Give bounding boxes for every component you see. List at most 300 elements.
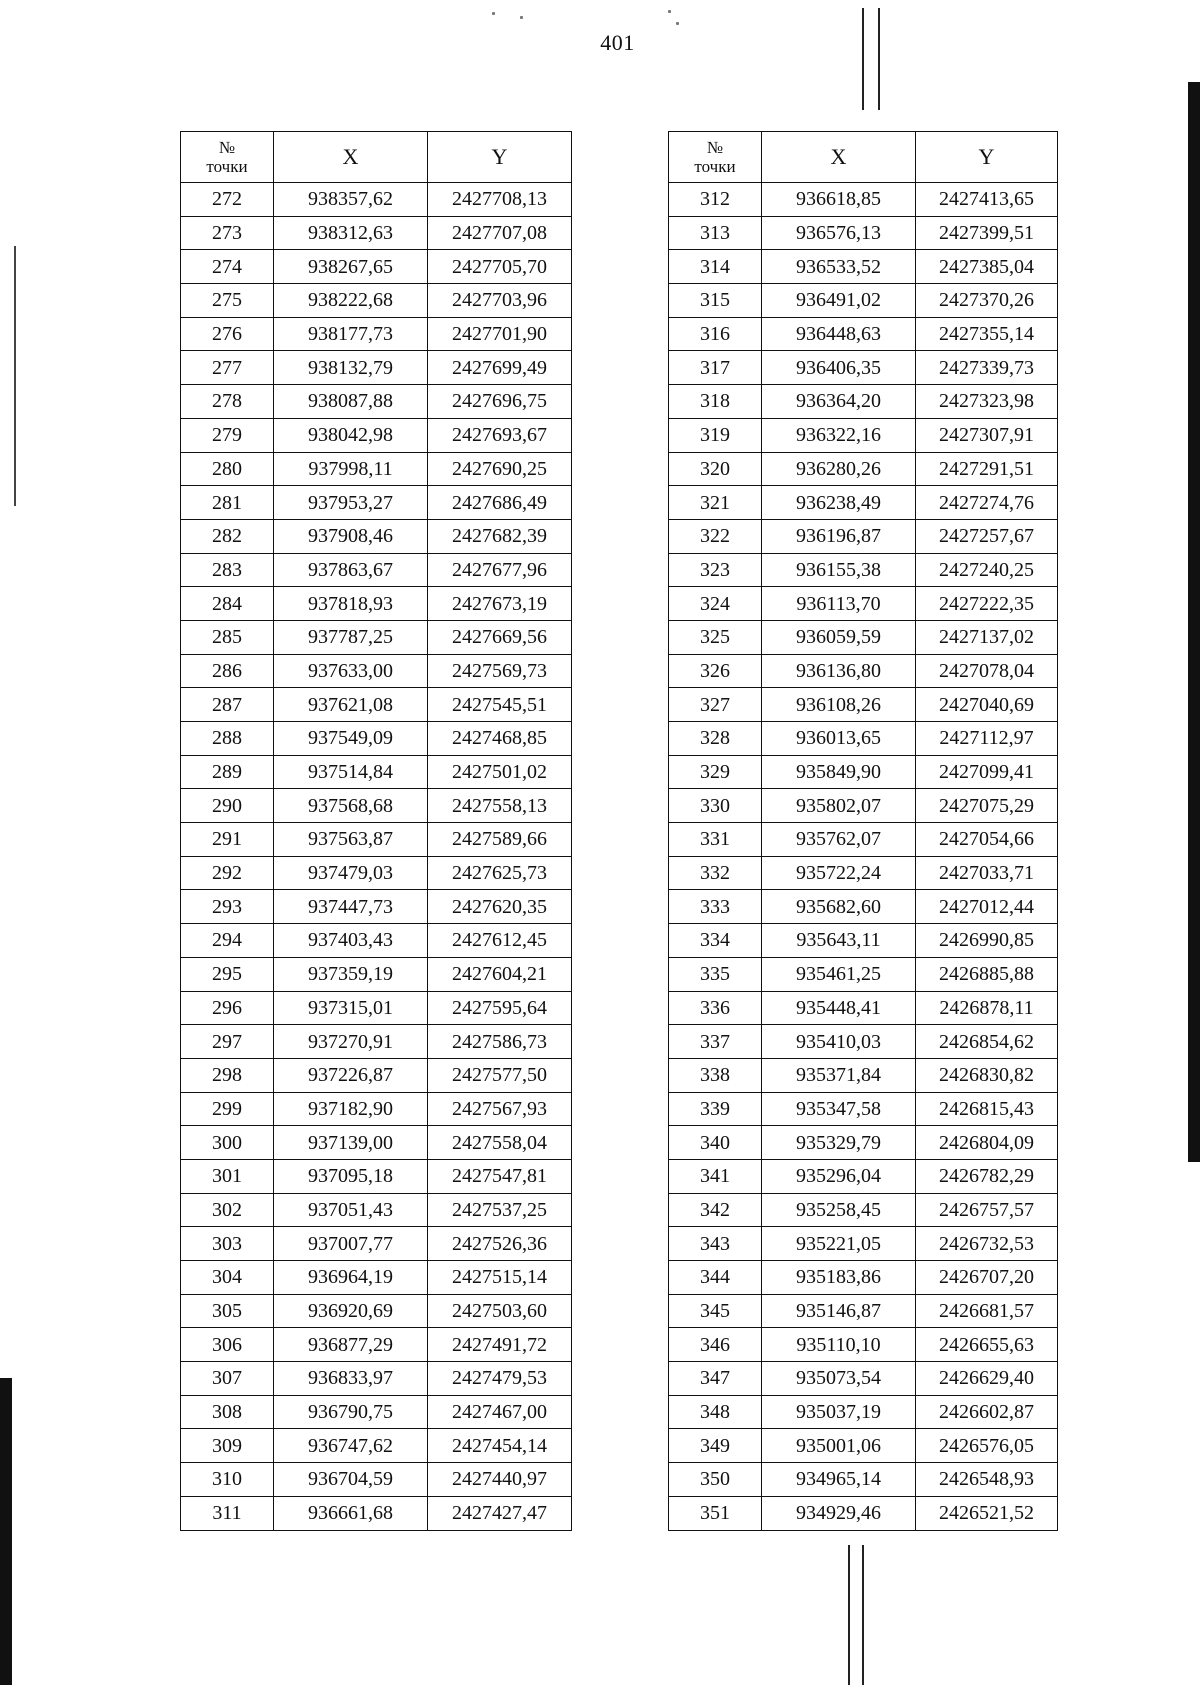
- x-coordinate-cell: 936576,13: [762, 216, 916, 250]
- y-coordinate-cell: 2426830,82: [916, 1058, 1058, 1092]
- table-row: [181, 924, 572, 958]
- x-coordinate-cell: 938357,62: [274, 183, 428, 217]
- table-row: [181, 1328, 572, 1362]
- table-row: [669, 1261, 1058, 1295]
- point-number-cell: 283: [181, 553, 274, 587]
- point-number-cell: 347: [669, 1362, 762, 1396]
- y-coordinate-cell: 2427307,91: [916, 418, 1058, 452]
- x-coordinate-cell: 938312,63: [274, 216, 428, 250]
- point-number-cell: 305: [181, 1294, 274, 1328]
- point-number-cell: 281: [181, 486, 274, 520]
- table-row: [181, 789, 572, 823]
- point-number-cell: 276: [181, 317, 274, 351]
- scan-binding-line: [848, 1545, 850, 1685]
- point-number-cell: 302: [181, 1193, 274, 1227]
- table-row: [181, 890, 572, 924]
- x-coordinate-cell: 936108,26: [762, 688, 916, 722]
- point-number-cell: 328: [669, 722, 762, 756]
- table-row: [669, 587, 1058, 621]
- table-row: [181, 216, 572, 250]
- table-row: [669, 755, 1058, 789]
- table-row: [181, 351, 572, 385]
- point-number-cell: 326: [669, 654, 762, 688]
- scan-speck: [668, 10, 671, 13]
- x-coordinate-cell: 936406,35: [762, 351, 916, 385]
- y-coordinate-cell: 2426548,93: [916, 1463, 1058, 1497]
- x-coordinate-cell: 935722,24: [762, 856, 916, 890]
- point-number-cell: 288: [181, 722, 274, 756]
- point-number-cell: 318: [669, 385, 762, 419]
- x-coordinate-cell: 937315,01: [274, 991, 428, 1025]
- table-row: [181, 183, 572, 217]
- y-coordinate-cell: 2427075,29: [916, 789, 1058, 823]
- x-coordinate-cell: 936704,59: [274, 1463, 428, 1497]
- x-coordinate-cell: 935146,87: [762, 1294, 916, 1328]
- scan-edge-line-left: [14, 246, 16, 506]
- y-coordinate-cell: 2427537,25: [428, 1193, 572, 1227]
- table-row: [181, 385, 572, 419]
- y-coordinate-cell: 2427440,97: [428, 1463, 572, 1497]
- x-coordinate-cell: 937007,77: [274, 1227, 428, 1261]
- y-coordinate-cell: 2427686,49: [428, 486, 572, 520]
- scan-speck: [492, 12, 495, 15]
- x-coordinate-cell: 935329,79: [762, 1126, 916, 1160]
- point-number-cell: 279: [181, 418, 274, 452]
- y-coordinate-cell: 2427099,41: [916, 755, 1058, 789]
- y-coordinate-cell: 2427586,73: [428, 1025, 572, 1059]
- x-coordinate-cell: 938042,98: [274, 418, 428, 452]
- point-number-cell: 327: [669, 688, 762, 722]
- table-row: [669, 620, 1058, 654]
- table-row: [181, 620, 572, 654]
- table-row: [669, 1362, 1058, 1396]
- y-coordinate-cell: 2426732,53: [916, 1227, 1058, 1261]
- table-row: [181, 1227, 572, 1261]
- table-row: [181, 1395, 572, 1429]
- point-number-cell: 300: [181, 1126, 274, 1160]
- point-number-cell: 285: [181, 620, 274, 654]
- y-coordinate-cell: 2427385,04: [916, 250, 1058, 284]
- table-row: [181, 823, 572, 857]
- scan-edge-shadow-left: [0, 1378, 12, 1685]
- point-number-cell: 307: [181, 1362, 274, 1396]
- x-coordinate-cell: 935221,05: [762, 1227, 916, 1261]
- y-coordinate-cell: 2427112,97: [916, 722, 1058, 756]
- point-number-cell: 299: [181, 1092, 274, 1126]
- point-number-cell: 294: [181, 924, 274, 958]
- y-coordinate-cell: 2427413,65: [916, 183, 1058, 217]
- point-number-cell: 350: [669, 1463, 762, 1497]
- y-coordinate-cell: 2427701,90: [428, 317, 572, 351]
- y-coordinate-cell: 2427708,13: [428, 183, 572, 217]
- table-row: [669, 688, 1058, 722]
- scan-binding-line: [862, 1545, 864, 1685]
- y-coordinate-cell: 2426854,62: [916, 1025, 1058, 1059]
- x-coordinate-cell: 935448,41: [762, 991, 916, 1025]
- x-coordinate-cell: 935110,10: [762, 1328, 916, 1362]
- x-coordinate-cell: 935371,84: [762, 1058, 916, 1092]
- x-coordinate-cell: 934929,46: [762, 1496, 916, 1530]
- y-coordinate-cell: 2427707,08: [428, 216, 572, 250]
- y-coordinate-cell: 2426782,29: [916, 1159, 1058, 1193]
- table-row: [669, 1193, 1058, 1227]
- table-body-left: [181, 183, 572, 1531]
- table-row: [181, 1463, 572, 1497]
- x-coordinate-cell: 937563,87: [274, 823, 428, 857]
- table-row: [669, 1429, 1058, 1463]
- x-coordinate-cell: 936322,16: [762, 418, 916, 452]
- y-coordinate-cell: 2427612,45: [428, 924, 572, 958]
- table-row: [181, 418, 572, 452]
- x-coordinate-cell: 937998,11: [274, 452, 428, 486]
- table-row: [669, 553, 1058, 587]
- table-row: [181, 452, 572, 486]
- y-coordinate-cell: 2427693,67: [428, 418, 572, 452]
- x-coordinate-cell: 937633,00: [274, 654, 428, 688]
- point-number-cell: 311: [181, 1496, 274, 1530]
- x-coordinate-cell: 937568,68: [274, 789, 428, 823]
- y-coordinate-cell: 2426655,63: [916, 1328, 1058, 1362]
- table-row: [181, 1092, 572, 1126]
- scan-speck: [676, 22, 679, 25]
- y-coordinate-cell: 2427222,35: [916, 587, 1058, 621]
- table-row: [181, 1261, 572, 1295]
- point-number-cell: 334: [669, 924, 762, 958]
- scan-binding-line: [878, 8, 880, 110]
- y-coordinate-cell: 2426521,52: [916, 1496, 1058, 1530]
- point-number-cell: 321: [669, 486, 762, 520]
- point-number-cell: 312: [669, 183, 762, 217]
- point-number-cell: 344: [669, 1261, 762, 1295]
- point-number-cell: 339: [669, 1092, 762, 1126]
- y-coordinate-cell: 2427669,56: [428, 620, 572, 654]
- table-row: [669, 452, 1058, 486]
- x-coordinate-cell: 935461,25: [762, 957, 916, 991]
- table-row: [669, 654, 1058, 688]
- y-coordinate-cell: 2426878,11: [916, 991, 1058, 1025]
- y-coordinate-cell: 2427503,60: [428, 1294, 572, 1328]
- table-row: [669, 1025, 1058, 1059]
- table-row: [669, 1463, 1058, 1497]
- y-coordinate-cell: 2427577,50: [428, 1058, 572, 1092]
- table-row: [669, 991, 1058, 1025]
- y-coordinate-cell: 2427526,36: [428, 1227, 572, 1261]
- point-number-cell: 316: [669, 317, 762, 351]
- x-coordinate-cell: 937787,25: [274, 620, 428, 654]
- point-number-cell: 325: [669, 620, 762, 654]
- x-coordinate-cell: 938267,65: [274, 250, 428, 284]
- page-number: 401: [600, 30, 635, 55]
- point-number-cell: 280: [181, 452, 274, 486]
- point-number-cell: 342: [669, 1193, 762, 1227]
- header-y: Y: [916, 132, 1058, 183]
- table-row: [181, 519, 572, 553]
- x-coordinate-cell: 936448,63: [762, 317, 916, 351]
- x-coordinate-cell: 935183,86: [762, 1261, 916, 1295]
- y-coordinate-cell: 2427589,66: [428, 823, 572, 857]
- table-row: [181, 284, 572, 318]
- table-row: [669, 317, 1058, 351]
- point-number-cell: 315: [669, 284, 762, 318]
- y-coordinate-cell: 2427677,96: [428, 553, 572, 587]
- point-number-cell: 333: [669, 890, 762, 924]
- point-number-cell: 330: [669, 789, 762, 823]
- y-coordinate-cell: 2427547,81: [428, 1159, 572, 1193]
- scan-binding-line: [862, 8, 864, 110]
- x-coordinate-cell: 937182,90: [274, 1092, 428, 1126]
- x-coordinate-cell: 937479,03: [274, 856, 428, 890]
- x-coordinate-cell: 935073,54: [762, 1362, 916, 1396]
- point-number-cell: 282: [181, 519, 274, 553]
- y-coordinate-cell: 2427033,71: [916, 856, 1058, 890]
- y-coordinate-cell: 2426815,43: [916, 1092, 1058, 1126]
- y-coordinate-cell: 2427696,75: [428, 385, 572, 419]
- y-coordinate-cell: 2427240,25: [916, 553, 1058, 587]
- point-number-cell: 323: [669, 553, 762, 587]
- table-row: [181, 587, 572, 621]
- table-row: [181, 1294, 572, 1328]
- header-number-sign: №: [218, 138, 236, 157]
- table-row: [669, 216, 1058, 250]
- y-coordinate-cell: 2427491,72: [428, 1328, 572, 1362]
- table-row: [181, 250, 572, 284]
- point-number-cell: 297: [181, 1025, 274, 1059]
- point-number-cell: 340: [669, 1126, 762, 1160]
- table-row: [669, 284, 1058, 318]
- x-coordinate-cell: 935037,19: [762, 1395, 916, 1429]
- table-row: [669, 1058, 1058, 1092]
- point-number-cell: 332: [669, 856, 762, 890]
- header-x: X: [274, 132, 428, 183]
- x-coordinate-cell: 936618,85: [762, 183, 916, 217]
- point-number-cell: 286: [181, 654, 274, 688]
- scan-speck: [520, 16, 523, 19]
- table-row: [669, 351, 1058, 385]
- y-coordinate-cell: 2426707,20: [916, 1261, 1058, 1295]
- x-coordinate-cell: 935849,90: [762, 755, 916, 789]
- x-coordinate-cell: 935296,04: [762, 1159, 916, 1193]
- y-coordinate-cell: 2426629,40: [916, 1362, 1058, 1396]
- y-coordinate-cell: 2427673,19: [428, 587, 572, 621]
- y-coordinate-cell: 2427699,49: [428, 351, 572, 385]
- header-number-sign: №: [706, 138, 724, 157]
- point-number-cell: 290: [181, 789, 274, 823]
- y-coordinate-cell: 2427257,67: [916, 519, 1058, 553]
- table-header-row: [669, 132, 1058, 183]
- point-number-cell: 289: [181, 755, 274, 789]
- point-number-cell: 291: [181, 823, 274, 857]
- x-coordinate-cell: 937621,08: [274, 688, 428, 722]
- y-coordinate-cell: 2427137,02: [916, 620, 1058, 654]
- point-number-cell: 304: [181, 1261, 274, 1295]
- point-number-cell: 314: [669, 250, 762, 284]
- x-coordinate-cell: 936533,52: [762, 250, 916, 284]
- x-coordinate-cell: 937549,09: [274, 722, 428, 756]
- point-number-cell: 324: [669, 587, 762, 621]
- x-coordinate-cell: 936747,62: [274, 1429, 428, 1463]
- header-point-number: [669, 132, 762, 183]
- y-coordinate-cell: 2427545,51: [428, 688, 572, 722]
- point-number-cell: 310: [181, 1463, 274, 1497]
- header-number-word: точки: [694, 157, 736, 176]
- x-coordinate-cell: 935410,03: [762, 1025, 916, 1059]
- x-coordinate-cell: 937095,18: [274, 1159, 428, 1193]
- y-coordinate-cell: 2427339,73: [916, 351, 1058, 385]
- table-row: [181, 755, 572, 789]
- table-row: [181, 688, 572, 722]
- point-number-cell: 275: [181, 284, 274, 318]
- point-number-cell: 301: [181, 1159, 274, 1193]
- point-number-cell: 303: [181, 1227, 274, 1261]
- point-number-cell: 308: [181, 1395, 274, 1429]
- y-coordinate-cell: 2427370,26: [916, 284, 1058, 318]
- y-coordinate-cell: 2427625,73: [428, 856, 572, 890]
- y-coordinate-cell: 2427620,35: [428, 890, 572, 924]
- table-row: [181, 553, 572, 587]
- table-row: [669, 385, 1058, 419]
- point-number-cell: 284: [181, 587, 274, 621]
- table-row: [669, 1126, 1058, 1160]
- x-coordinate-cell: 935643,11: [762, 924, 916, 958]
- y-coordinate-cell: 2427467,00: [428, 1395, 572, 1429]
- point-number-cell: 292: [181, 856, 274, 890]
- y-coordinate-cell: 2427291,51: [916, 452, 1058, 486]
- point-number-cell: 296: [181, 991, 274, 1025]
- y-coordinate-cell: 2427595,64: [428, 991, 572, 1025]
- table-row: [181, 957, 572, 991]
- table-row: [669, 924, 1058, 958]
- point-number-cell: 287: [181, 688, 274, 722]
- y-coordinate-cell: 2427682,39: [428, 519, 572, 553]
- table-row: [181, 1025, 572, 1059]
- table-row: [669, 823, 1058, 857]
- table-row: [669, 519, 1058, 553]
- x-coordinate-cell: 937908,46: [274, 519, 428, 553]
- point-number-cell: 349: [669, 1429, 762, 1463]
- x-coordinate-cell: 936113,70: [762, 587, 916, 621]
- table-row: [669, 1328, 1058, 1362]
- x-coordinate-cell: 938132,79: [274, 351, 428, 385]
- y-coordinate-cell: 2427705,70: [428, 250, 572, 284]
- point-number-cell: 331: [669, 823, 762, 857]
- y-coordinate-cell: 2427355,14: [916, 317, 1058, 351]
- table-row: [669, 183, 1058, 217]
- table-row: [181, 654, 572, 688]
- x-coordinate-cell: 935682,60: [762, 890, 916, 924]
- x-coordinate-cell: 937953,27: [274, 486, 428, 520]
- x-coordinate-cell: 936661,68: [274, 1496, 428, 1530]
- y-coordinate-cell: 2426576,05: [916, 1429, 1058, 1463]
- y-coordinate-cell: 2427703,96: [428, 284, 572, 318]
- point-number-cell: 313: [669, 216, 762, 250]
- table-row: [181, 1193, 572, 1227]
- y-coordinate-cell: 2427274,76: [916, 486, 1058, 520]
- y-coordinate-cell: 2427501,02: [428, 755, 572, 789]
- x-coordinate-cell: 936155,38: [762, 553, 916, 587]
- point-number-cell: 346: [669, 1328, 762, 1362]
- x-coordinate-cell: 936920,69: [274, 1294, 428, 1328]
- x-coordinate-cell: 937863,67: [274, 553, 428, 587]
- table-row: [181, 856, 572, 890]
- point-number-cell: 336: [669, 991, 762, 1025]
- x-coordinate-cell: 934965,14: [762, 1463, 916, 1497]
- y-coordinate-cell: 2427690,25: [428, 452, 572, 486]
- y-coordinate-cell: 2426602,87: [916, 1395, 1058, 1429]
- y-coordinate-cell: 2427558,04: [428, 1126, 572, 1160]
- table-row: [669, 856, 1058, 890]
- table-body-right: [669, 183, 1058, 1531]
- point-number-cell: 348: [669, 1395, 762, 1429]
- point-number-cell: 277: [181, 351, 274, 385]
- table-row: [669, 1294, 1058, 1328]
- table-row: [181, 486, 572, 520]
- x-coordinate-cell: 937514,84: [274, 755, 428, 789]
- table-row: [669, 789, 1058, 823]
- y-coordinate-cell: 2427427,47: [428, 1496, 572, 1530]
- x-coordinate-cell: 938222,68: [274, 284, 428, 318]
- x-coordinate-cell: 935001,06: [762, 1429, 916, 1463]
- y-coordinate-cell: 2427454,14: [428, 1429, 572, 1463]
- y-coordinate-cell: 2427567,93: [428, 1092, 572, 1126]
- point-number-cell: 309: [181, 1429, 274, 1463]
- x-coordinate-cell: 936833,97: [274, 1362, 428, 1396]
- table-row: [669, 1227, 1058, 1261]
- x-coordinate-cell: 937139,00: [274, 1126, 428, 1160]
- x-coordinate-cell: 936013,65: [762, 722, 916, 756]
- x-coordinate-cell: 936877,29: [274, 1328, 428, 1362]
- y-coordinate-cell: 2427323,98: [916, 385, 1058, 419]
- coordinates-table-left: [180, 131, 572, 1531]
- point-number-cell: 338: [669, 1058, 762, 1092]
- y-coordinate-cell: 2426990,85: [916, 924, 1058, 958]
- table-row: [181, 1429, 572, 1463]
- coordinates-table-right: [668, 131, 1058, 1531]
- table-row: [181, 1496, 572, 1530]
- y-coordinate-cell: 2427604,21: [428, 957, 572, 991]
- y-coordinate-cell: 2426757,57: [916, 1193, 1058, 1227]
- table-row: [669, 1092, 1058, 1126]
- y-coordinate-cell: 2427012,44: [916, 890, 1058, 924]
- point-number-cell: 278: [181, 385, 274, 419]
- table-row: [181, 317, 572, 351]
- point-number-cell: 341: [669, 1159, 762, 1193]
- x-coordinate-cell: 936364,20: [762, 385, 916, 419]
- header-y: Y: [428, 132, 572, 183]
- x-coordinate-cell: 937226,87: [274, 1058, 428, 1092]
- point-number-cell: 317: [669, 351, 762, 385]
- point-number-cell: 337: [669, 1025, 762, 1059]
- x-coordinate-cell: 936059,59: [762, 620, 916, 654]
- x-coordinate-cell: 938087,88: [274, 385, 428, 419]
- y-coordinate-cell: 2427558,13: [428, 789, 572, 823]
- table-row: [181, 1126, 572, 1160]
- x-coordinate-cell: 936280,26: [762, 452, 916, 486]
- point-number-cell: 274: [181, 250, 274, 284]
- x-coordinate-cell: 936238,49: [762, 486, 916, 520]
- point-number-cell: 272: [181, 183, 274, 217]
- x-coordinate-cell: 937447,73: [274, 890, 428, 924]
- table-row: [669, 1395, 1058, 1429]
- x-coordinate-cell: 935762,07: [762, 823, 916, 857]
- point-number-cell: 320: [669, 452, 762, 486]
- table-row: [181, 991, 572, 1025]
- y-coordinate-cell: 2427040,69: [916, 688, 1058, 722]
- table-row: [181, 1159, 572, 1193]
- y-coordinate-cell: 2427399,51: [916, 216, 1058, 250]
- table-row: [669, 250, 1058, 284]
- point-number-cell: 273: [181, 216, 274, 250]
- x-coordinate-cell: 937051,43: [274, 1193, 428, 1227]
